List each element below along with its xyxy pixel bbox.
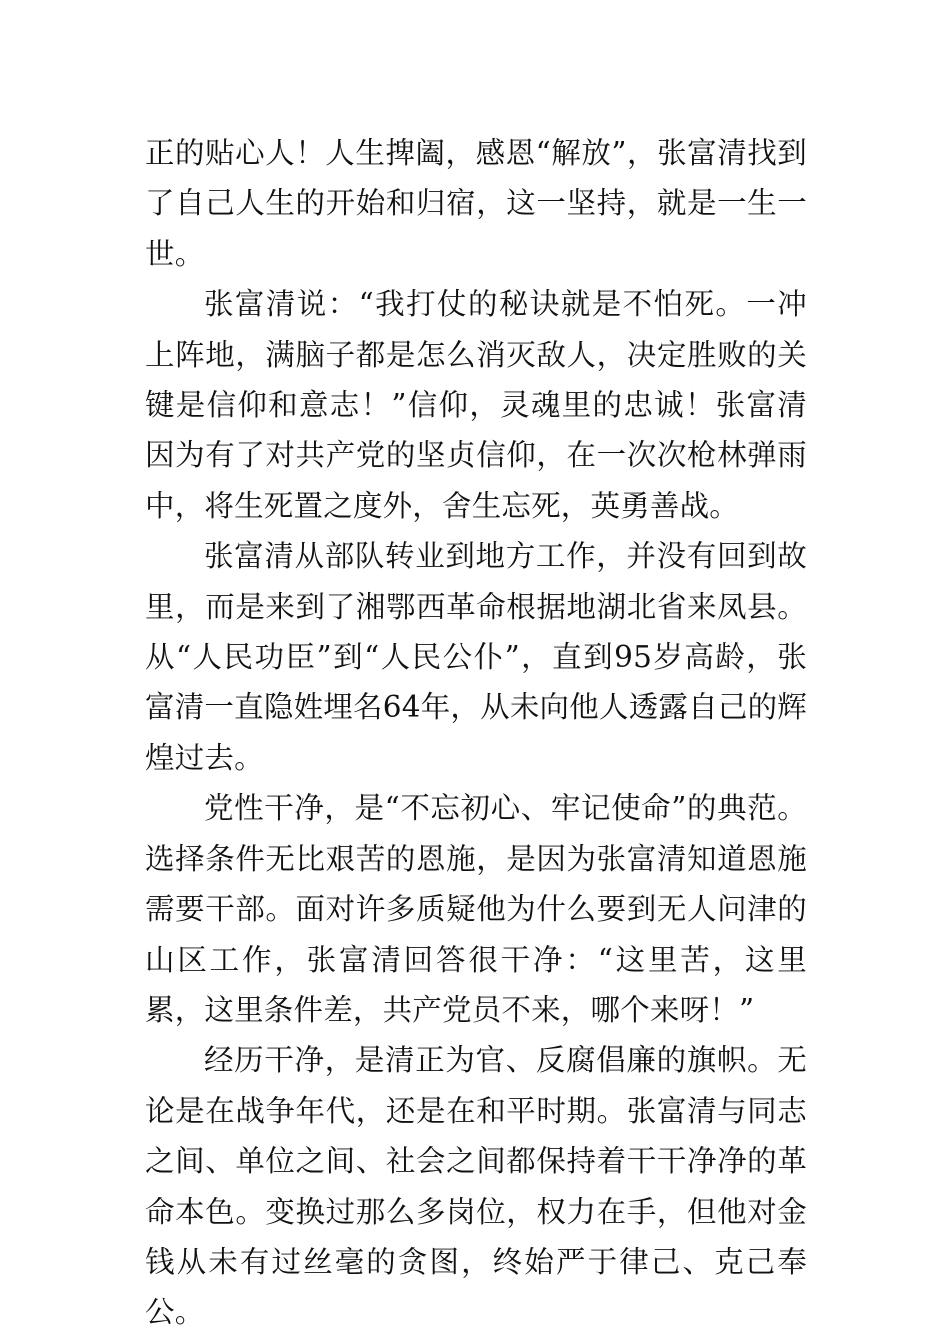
paragraph-2: 张富清说：“我打仗的秘诀就是不怕死。一冲上阵地，满脑子都是怎么消灭敌人，决定胜败的关键是信仰和意志！”信仰，灵魂里的忠诚！张富清因为有了对共产党的坚贞信仰，在一次次枪林弹雨中，将生死置之度外，舍生忘死，英勇善战。 (145, 287, 807, 523)
paragraph-1: 正的贴心人！人生捭阖，感恩“解放”，张富清找到了自己人生的开始和归宿，这一坚持，就是一生一世。 (145, 136, 807, 271)
body-text (145, 128, 807, 1338)
paragraph-4: 党性干净，是“不忘初心、牢记使命”的典范。选择条件无比艰苦的恩施，是因为张富清知道恩施需要干部。面对许多质疑他为什么要到无人问津的山区工作，张富清回答很干净：“这里苦，这里累，这里条件差，共产党员不来，哪个来呀！” (145, 791, 807, 1027)
paragraph-3: 张富清从部队转业到地方工作，并没有回到故里，而是来到了湘鄂西革命根据地湖北省来凤县。从“人民功臣”到“人民公仆”，直到95岁高龄，张富清一直隐姓埋名64年，从未向他人透露自己的辉煌过去。 (145, 539, 807, 775)
paragraph-5: 经历干净，是清正为官、反腐倡廉的旗帜。无论是在战争年代，还是在和平时期。张富清与同志之间、单位之间、社会之间都保持着干干净净的革命本色。变换过那么多岗位，权力在手，但他对金钱从未有过丝毫的贪图，终始严于律己、克己奉公。 (145, 1043, 807, 1330)
